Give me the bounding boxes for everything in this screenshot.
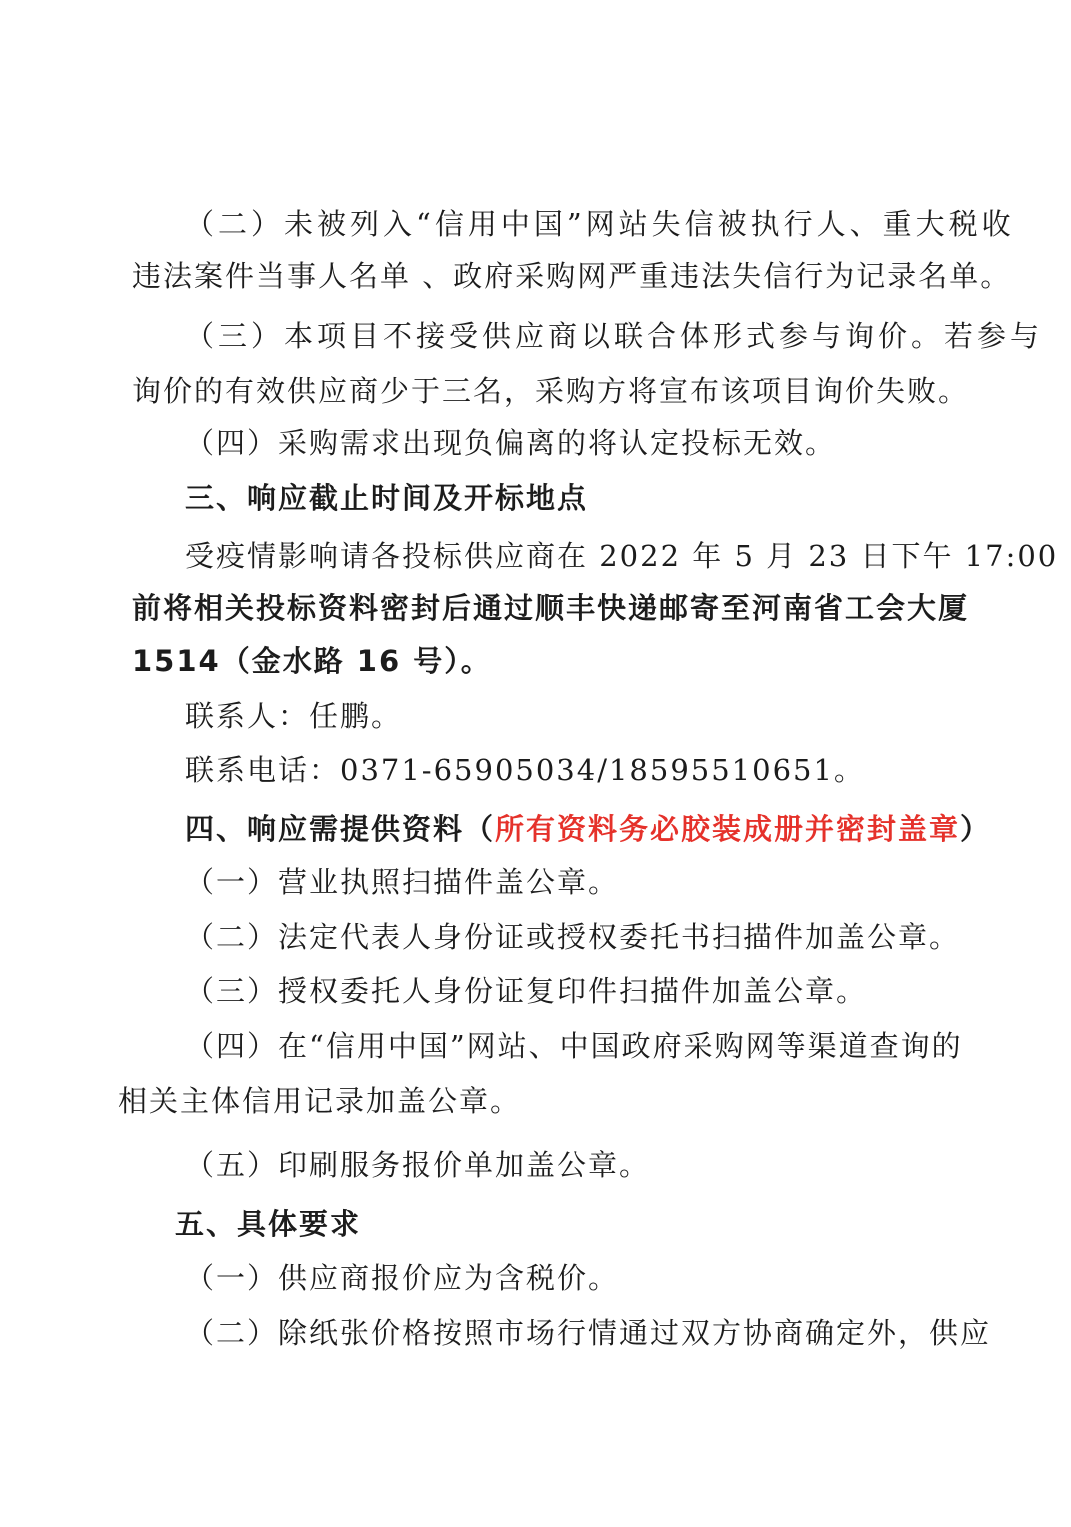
list-item: （一）供应商报价应为含税价。 [185,1261,620,1295]
list-item: （一）营业执照扫描件盖公章。 [185,865,620,899]
paragraph-line: 受疫情影响请各投标供应商在 2022 年 5 月 23 日下午 17:00 [185,539,1059,573]
paragraph-line: （二）未被列入“信用中国”网站失信被执行人、重大税收 [185,207,1015,241]
paragraph-line: 违法案件当事人名单 、政府采购网严重违法失信行为记录名单。 [132,259,1012,293]
section-heading [185,809,991,849]
list-item: （二）法定代表人身份证或授权委托书扫描件加盖公章。 [185,920,961,954]
paragraph-line: 1514（金水路 16 号）。 [132,644,492,678]
paragraph-line: 询价的有效供应商少于三名，采购方将宣布该项目询价失败。 [132,374,970,408]
list-item: （四）在“信用中国”网站、中国政府采购网等渠道查询的 [185,1029,963,1063]
section-heading: 五、具体要求 [175,1207,362,1241]
list-item: （二）除纸张价格按照市场行情通过双方协商确定外，供应 [185,1316,992,1350]
list-item: 相关主体信用记录加盖公章。 [118,1084,522,1118]
paragraph-line: 前将相关投标资料密封后通过顺丰快递邮寄至河南省工会大厦 [132,591,970,625]
list-item: （五）印刷服务报价单加盖公章。 [185,1148,651,1182]
paragraph-line: （四）采购需求出现负偏离的将认定投标无效。 [185,426,837,460]
section-heading-text: 四、响应需提供资料 [185,812,465,846]
contact-phone: 联系电话：0371-65905034/18595510651。 [185,753,865,787]
list-item: （三）授权委托人身份证复印件扫描件加盖公章。 [185,974,868,1008]
paragraph-line: （三）本项目不接受供应商以联合体形式参与询价。若参与 [185,319,1044,353]
highlight-note: 所有资料务必胶装成册并密封盖章 [495,812,961,846]
note-close: ） [960,812,992,846]
contact-person: 联系人：任鹏。 [185,699,403,733]
section-heading: 三、响应截止时间及开标地点 [185,481,589,515]
note-open: （ [464,812,496,846]
